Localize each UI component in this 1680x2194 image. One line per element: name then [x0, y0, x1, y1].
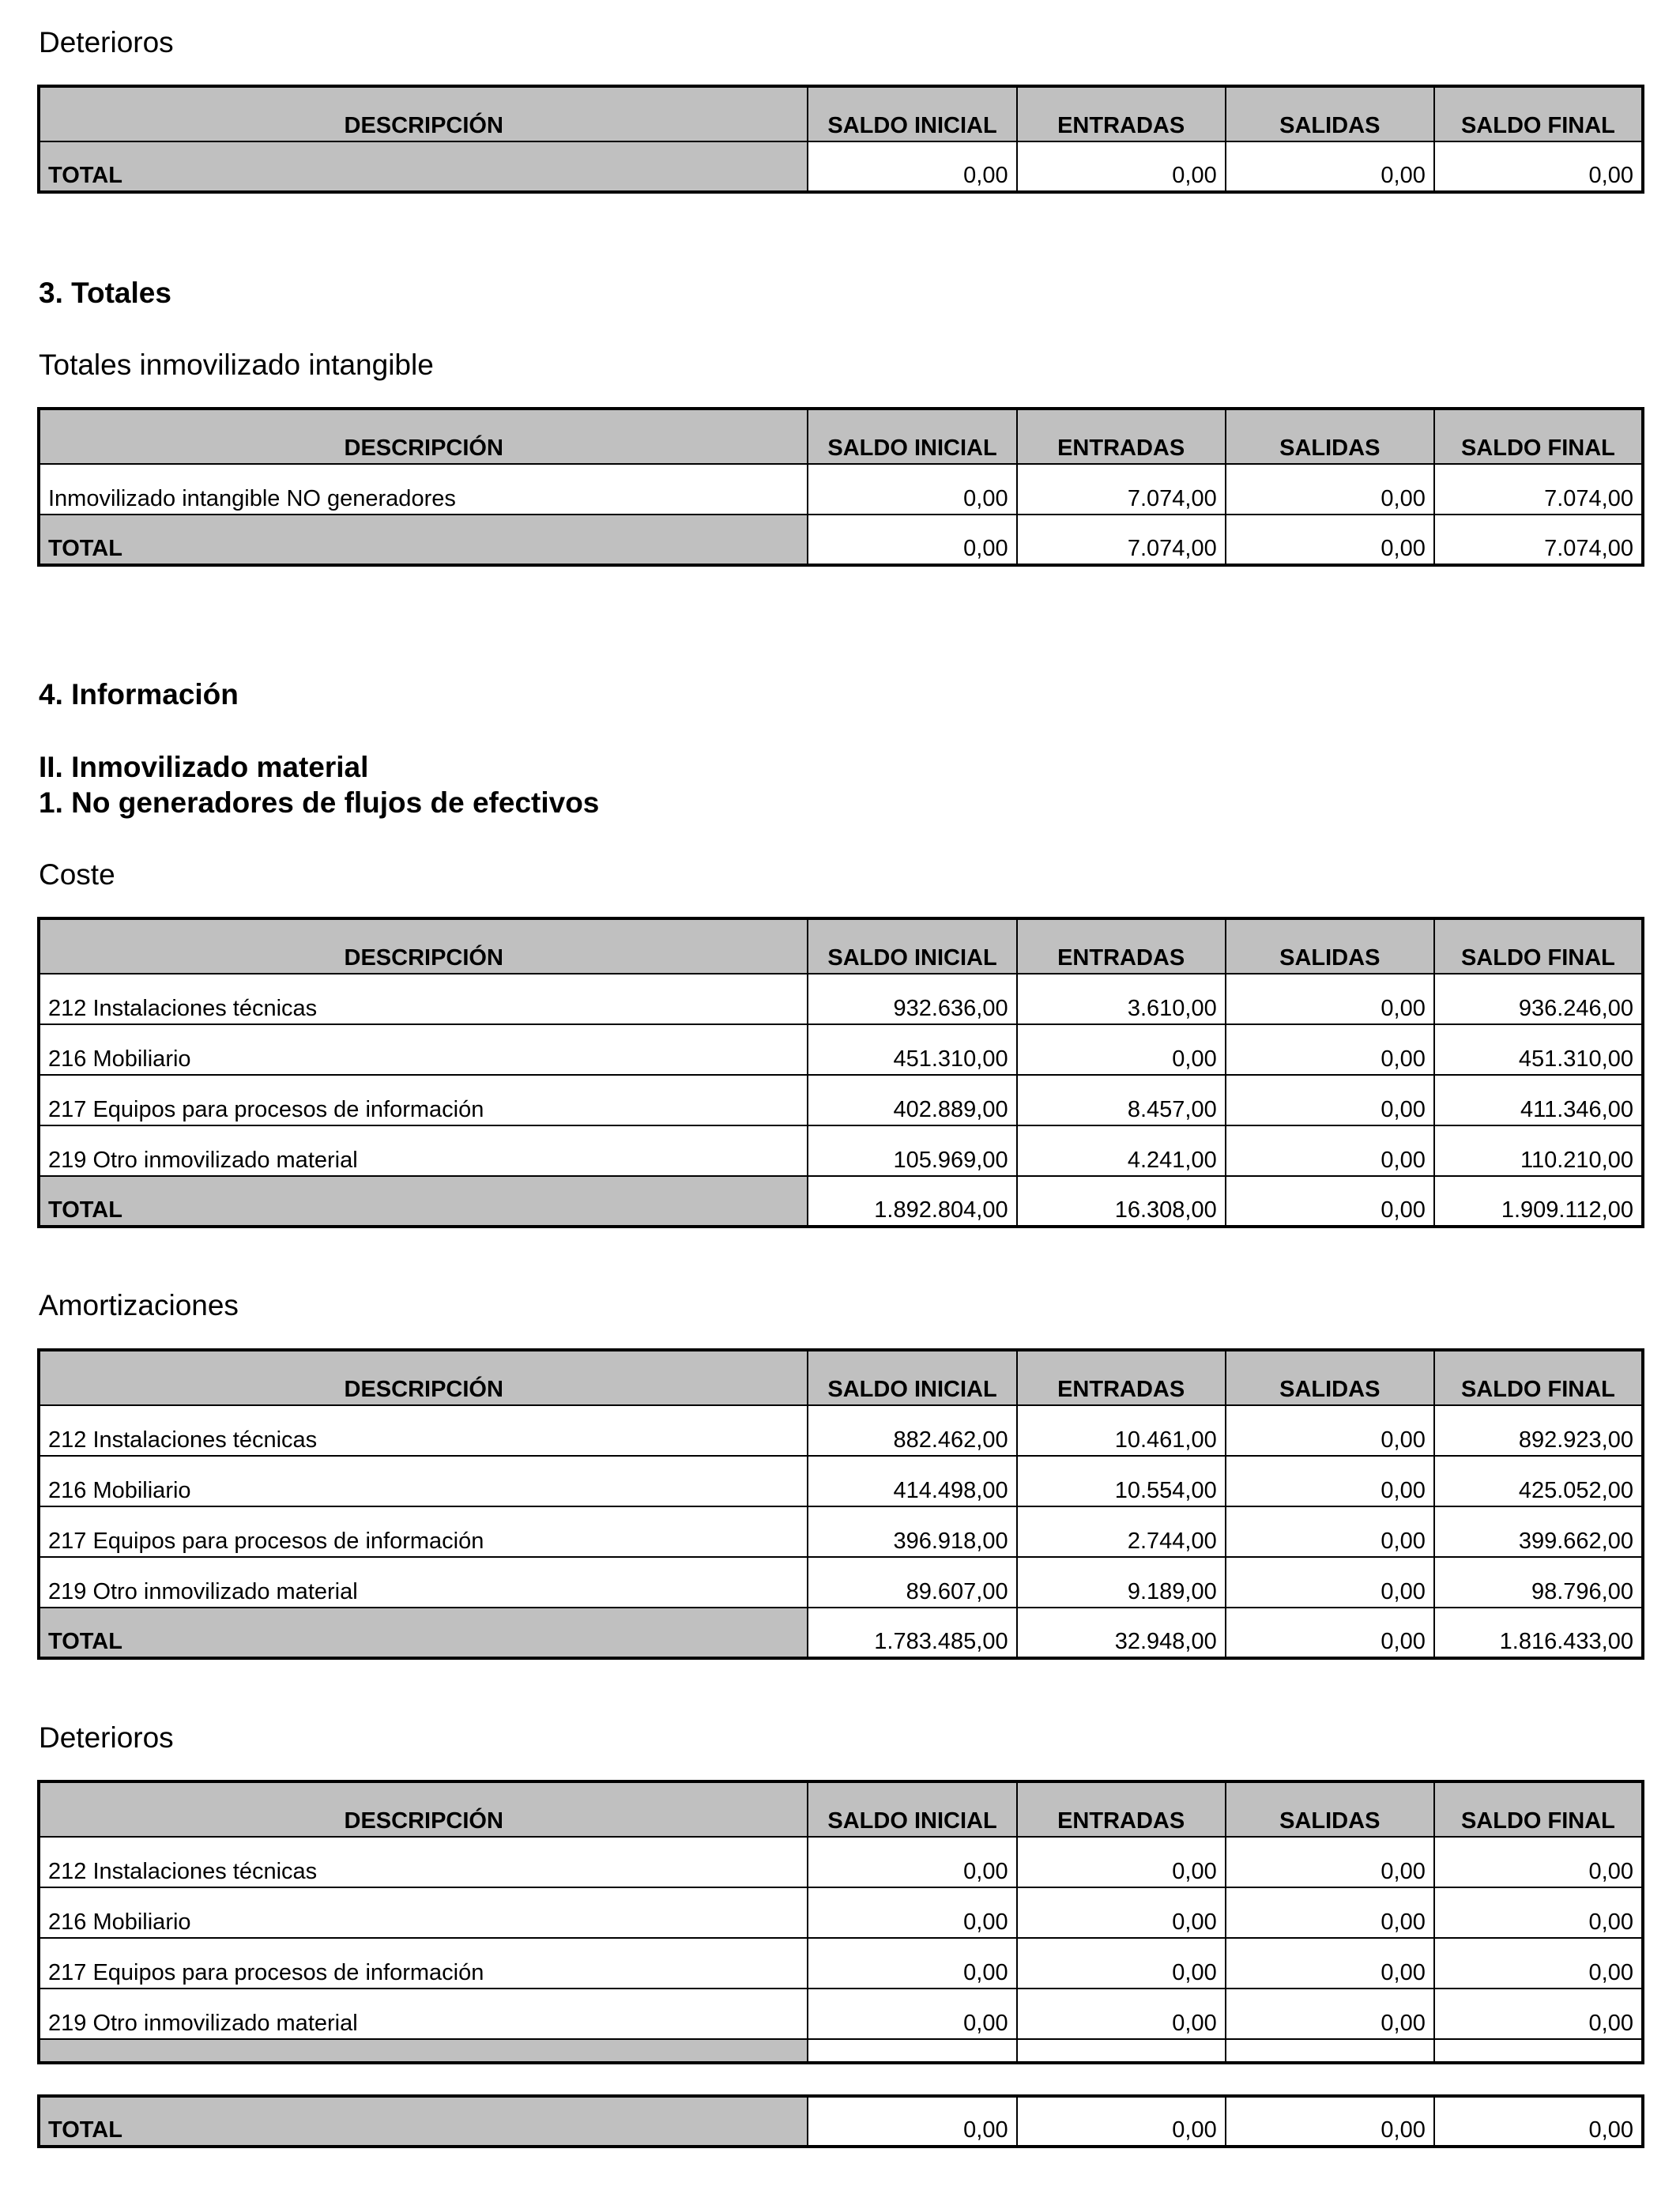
row-entradas: 0,00	[1017, 1837, 1226, 1887]
col-salidas: SALIDAS	[1226, 86, 1434, 141]
total-row	[39, 1608, 1643, 1658]
row-saldo-final: 0,00	[1434, 1887, 1643, 1938]
row-saldo-inicial: 882.462,00	[808, 1405, 1016, 1456]
total-salidas: 0,00	[1226, 1608, 1434, 1658]
row-saldo-final: 0,00	[1434, 1989, 1643, 2039]
row-desc: 217 Equipos para procesos de información	[39, 1938, 808, 1989]
row-salidas: 0,00	[1226, 1075, 1434, 1125]
heading-informacion: 4. Información	[39, 678, 239, 711]
subtitle-deterioros-material: Deterioros	[39, 1721, 174, 1754]
total-entradas: 7.074,00	[1017, 515, 1226, 565]
total-saldo-final: 0,00	[1434, 2096, 1643, 2147]
subtitle-coste: Coste	[39, 858, 115, 891]
row-salidas: 0,00	[1226, 1989, 1434, 2039]
table-header-row	[39, 1781, 1643, 1837]
row-saldo-final: 411.346,00	[1434, 1075, 1643, 1125]
row-entradas: 8.457,00	[1017, 1075, 1226, 1125]
row-entradas: 7.074,00	[1017, 464, 1226, 515]
col-saldo-final: SALDO FINAL	[1434, 1350, 1643, 1405]
table-coste	[37, 917, 1644, 1228]
table-header-row	[39, 918, 1643, 974]
row-entradas: 4.241,00	[1017, 1125, 1226, 1176]
row-saldo-final: 0,00	[1434, 1837, 1643, 1887]
heading-inmovilizado-material: II. Inmovilizado material	[39, 751, 369, 783]
col-descripcion: DESCRIPCIÓN	[39, 1350, 808, 1405]
total-saldo-final: 1.909.112,00	[1434, 1176, 1643, 1227]
row-saldo-final: 451.310,00	[1434, 1024, 1643, 1075]
row-saldo-inicial: 0,00	[808, 1938, 1016, 1989]
row-saldo-inicial: 396.918,00	[808, 1506, 1016, 1557]
table-deterioros-material-total	[37, 2094, 1644, 2148]
total-label: TOTAL	[39, 2096, 808, 2147]
row-saldo-final: 98.796,00	[1434, 1557, 1643, 1608]
blank-cell	[39, 2039, 808, 2063]
blank-cell	[808, 2039, 1016, 2063]
table-row	[39, 1887, 1643, 1938]
col-saldo-inicial: SALDO INICIAL	[808, 1781, 1016, 1837]
total-row	[39, 141, 1643, 192]
row-desc: 212 Instalaciones técnicas	[39, 974, 808, 1024]
row-salidas: 0,00	[1226, 464, 1434, 515]
total-saldo-inicial: 1.892.804,00	[808, 1176, 1016, 1227]
row-desc: 216 Mobiliario	[39, 1887, 808, 1938]
col-saldo-inicial: SALDO INICIAL	[808, 918, 1016, 974]
row-salidas: 0,00	[1226, 974, 1434, 1024]
row-salidas: 0,00	[1226, 1456, 1434, 1506]
row-salidas: 0,00	[1226, 1024, 1434, 1075]
row-saldo-final: 892.923,00	[1434, 1405, 1643, 1456]
row-saldo-inicial: 0,00	[808, 464, 1016, 515]
row-desc: 216 Mobiliario	[39, 1024, 808, 1075]
row-salidas: 0,00	[1226, 1887, 1434, 1938]
row-saldo-final: 399.662,00	[1434, 1506, 1643, 1557]
table-row	[39, 1989, 1643, 2039]
col-saldo-final: SALDO FINAL	[1434, 86, 1643, 141]
col-salidas: SALIDAS	[1226, 409, 1434, 464]
total-saldo-inicial: 0,00	[808, 2096, 1016, 2147]
row-saldo-inicial: 451.310,00	[808, 1024, 1016, 1075]
table-deterioros-material	[37, 1780, 1644, 2064]
col-descripcion: DESCRIPCIÓN	[39, 86, 808, 141]
row-saldo-final: 0,00	[1434, 1938, 1643, 1989]
total-saldo-final: 7.074,00	[1434, 515, 1643, 565]
table-row	[39, 974, 1643, 1024]
total-saldo-inicial: 0,00	[808, 141, 1016, 192]
row-desc: Inmovilizado intangible NO generadores	[39, 464, 808, 515]
total-salidas: 0,00	[1226, 141, 1434, 192]
table-row	[39, 1506, 1643, 1557]
total-salidas: 0,00	[1226, 1176, 1434, 1227]
blank-cell	[1017, 2039, 1226, 2063]
col-saldo-inicial: SALDO INICIAL	[808, 409, 1016, 464]
col-salidas: SALIDAS	[1226, 918, 1434, 974]
col-salidas: SALIDAS	[1226, 1350, 1434, 1405]
row-salidas: 0,00	[1226, 1837, 1434, 1887]
col-descripcion: DESCRIPCIÓN	[39, 409, 808, 464]
total-label: TOTAL	[39, 141, 808, 192]
row-desc: 217 Equipos para procesos de información	[39, 1506, 808, 1557]
blank-cell	[1434, 2039, 1643, 2063]
row-desc: 219 Otro inmovilizado material	[39, 1989, 808, 2039]
subtitle-totales-intangible: Totales inmovilizado intangible	[39, 349, 434, 381]
row-saldo-inicial: 414.498,00	[808, 1456, 1016, 1506]
col-entradas: ENTRADAS	[1017, 409, 1226, 464]
col-descripcion: DESCRIPCIÓN	[39, 918, 808, 974]
row-salidas: 0,00	[1226, 1938, 1434, 1989]
table-header-row	[39, 1350, 1643, 1405]
total-row	[39, 515, 1643, 565]
row-saldo-final: 425.052,00	[1434, 1456, 1643, 1506]
total-entradas: 0,00	[1017, 2096, 1226, 2147]
col-saldo-final: SALDO FINAL	[1434, 918, 1643, 974]
heading-totales: 3. Totales	[39, 277, 171, 309]
total-entradas: 16.308,00	[1017, 1176, 1226, 1227]
total-saldo-inicial: 0,00	[808, 515, 1016, 565]
table-row	[39, 1557, 1643, 1608]
row-entradas: 0,00	[1017, 1024, 1226, 1075]
table-row	[39, 1938, 1643, 1989]
total-label: TOTAL	[39, 515, 808, 565]
table-row	[39, 464, 1643, 515]
col-entradas: ENTRADAS	[1017, 1350, 1226, 1405]
col-saldo-final: SALDO FINAL	[1434, 409, 1643, 464]
row-entradas: 9.189,00	[1017, 1557, 1226, 1608]
row-saldo-inicial: 0,00	[808, 1989, 1016, 2039]
row-entradas: 3.610,00	[1017, 974, 1226, 1024]
table-row	[39, 1075, 1643, 1125]
total-label: TOTAL	[39, 1176, 808, 1227]
col-entradas: ENTRADAS	[1017, 918, 1226, 974]
row-salidas: 0,00	[1226, 1125, 1434, 1176]
row-saldo-final: 7.074,00	[1434, 464, 1643, 515]
col-entradas: ENTRADAS	[1017, 86, 1226, 141]
total-saldo-final: 1.816.433,00	[1434, 1608, 1643, 1658]
col-entradas: ENTRADAS	[1017, 1781, 1226, 1837]
total-row	[39, 2096, 1643, 2147]
table-row	[39, 1456, 1643, 1506]
blank-row	[39, 2039, 1643, 2063]
total-salidas: 0,00	[1226, 2096, 1434, 2147]
row-saldo-final: 936.246,00	[1434, 974, 1643, 1024]
total-entradas: 32.948,00	[1017, 1608, 1226, 1658]
total-saldo-final: 0,00	[1434, 141, 1643, 192]
col-descripcion: DESCRIPCIÓN	[39, 1781, 808, 1837]
table-row	[39, 1837, 1643, 1887]
row-desc: 217 Equipos para procesos de información	[39, 1075, 808, 1125]
table-deterioros-intangible	[37, 85, 1644, 194]
total-entradas: 0,00	[1017, 141, 1226, 192]
row-salidas: 0,00	[1226, 1557, 1434, 1608]
row-salidas: 0,00	[1226, 1405, 1434, 1456]
blank-cell	[1226, 2039, 1434, 2063]
row-desc: 219 Otro inmovilizado material	[39, 1125, 808, 1176]
col-saldo-inicial: SALDO INICIAL	[808, 86, 1016, 141]
table-row	[39, 1125, 1643, 1176]
total-row	[39, 1176, 1643, 1227]
row-desc: 212 Instalaciones técnicas	[39, 1405, 808, 1456]
row-desc: 212 Instalaciones técnicas	[39, 1837, 808, 1887]
total-salidas: 0,00	[1226, 515, 1434, 565]
row-desc: 219 Otro inmovilizado material	[39, 1557, 808, 1608]
row-saldo-inicial: 105.969,00	[808, 1125, 1016, 1176]
row-entradas: 0,00	[1017, 1938, 1226, 1989]
col-saldo-inicial: SALDO INICIAL	[808, 1350, 1016, 1405]
table-header-row	[39, 86, 1643, 141]
subtitle-deterioros-intangible: Deterioros	[39, 26, 174, 58]
subtitle-amortizaciones: Amortizaciones	[39, 1289, 239, 1321]
row-saldo-inicial: 402.889,00	[808, 1075, 1016, 1125]
row-entradas: 2.744,00	[1017, 1506, 1226, 1557]
row-entradas: 0,00	[1017, 1989, 1226, 2039]
heading-no-generadores: 1. No generadores de flujos de efectivos	[39, 786, 600, 819]
total-label: TOTAL	[39, 1608, 808, 1658]
table-totales-intangible	[37, 407, 1644, 567]
row-salidas: 0,00	[1226, 1506, 1434, 1557]
col-salidas: SALIDAS	[1226, 1781, 1434, 1837]
total-saldo-inicial: 1.783.485,00	[808, 1608, 1016, 1658]
row-saldo-inicial: 89.607,00	[808, 1557, 1016, 1608]
col-saldo-final: SALDO FINAL	[1434, 1781, 1643, 1837]
row-entradas: 10.461,00	[1017, 1405, 1226, 1456]
row-entradas: 0,00	[1017, 1887, 1226, 1938]
table-row	[39, 1405, 1643, 1456]
row-saldo-inicial: 0,00	[808, 1837, 1016, 1887]
row-saldo-final: 110.210,00	[1434, 1125, 1643, 1176]
row-saldo-inicial: 932.636,00	[808, 974, 1016, 1024]
table-amortizaciones	[37, 1348, 1644, 1660]
row-saldo-inicial: 0,00	[808, 1887, 1016, 1938]
table-row	[39, 1024, 1643, 1075]
table-header-row	[39, 409, 1643, 464]
row-desc: 216 Mobiliario	[39, 1456, 808, 1506]
row-entradas: 10.554,00	[1017, 1456, 1226, 1506]
